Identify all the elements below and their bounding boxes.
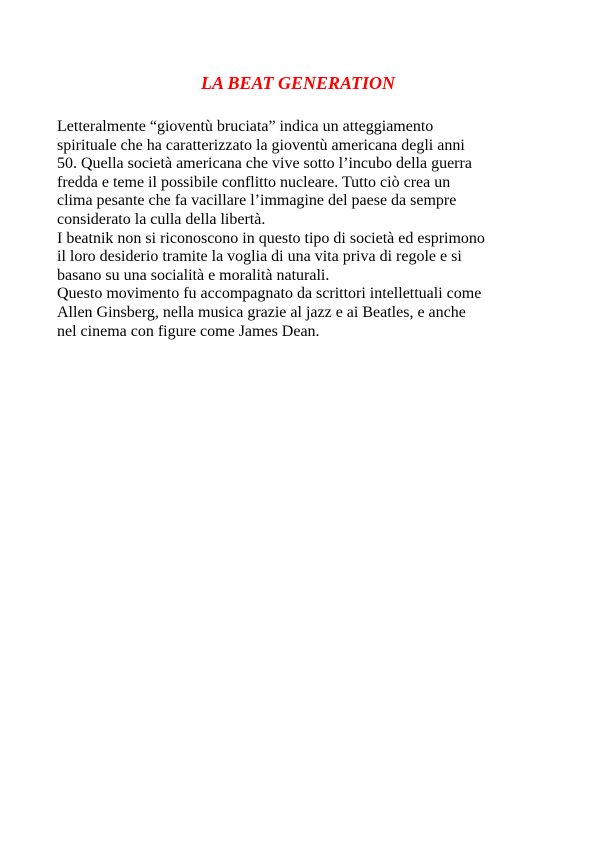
document-body [57, 118, 557, 341]
body-line: considerato la culla della libertà. [57, 210, 266, 228]
body-line: il loro desiderio tramite la voglia di una vita priva di regole e si [57, 248, 462, 266]
body-line: Letteralmente “gioventù bruciata” indica un atteggiamento [57, 118, 434, 135]
body-line: I beatnik non si riconoscono in questo tipo di società ed esprimono [57, 229, 485, 247]
body-line: fredda e teme il possibile conflitto nucleare. Tutto ciò crea un [57, 173, 451, 191]
body-line: Questo movimento fu accompagnato da scrittori intellettuali come [57, 285, 482, 303]
body-line: Allen Ginsberg, nella musica grazie al jazz e ai Beatles, e anche [57, 303, 466, 321]
body-line: 50. Quella società americana che vive sotto l’incubo della guerra [57, 155, 472, 173]
body-line: clima pesante che fa vacillare l’immagine del paese da sempre [57, 192, 457, 210]
body-line: spirituale che ha caratterizzato la gioventù americana degli anni [57, 136, 465, 154]
body-line: nel cinema con figure come James Dean. [57, 322, 320, 340]
body-line: basano su una socialità e moralità naturali. [57, 266, 330, 284]
document-title: LA BEAT GENERATION [200, 73, 396, 93]
